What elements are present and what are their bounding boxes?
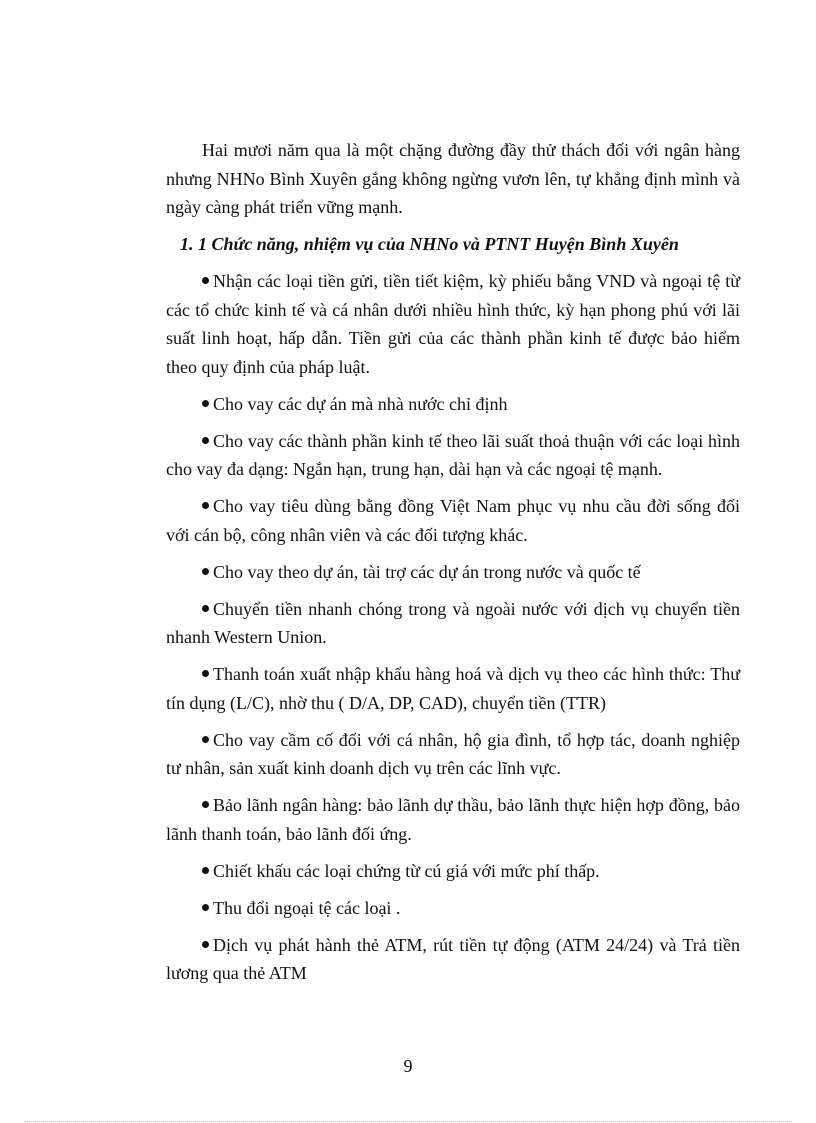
bullet-item xyxy=(166,427,740,484)
bullet-text: Cho vay các thành phần kinh tế theo lãi suất thoả thuận với các loại hình cho vay đa dạng: Ngắn hạn, trung hạn, dài hạn và các ngoại tệ mạnh. xyxy=(166,430,740,479)
bullet-item xyxy=(166,595,740,652)
bullet-text: Cho vay cầm cố đối với cá nhân, hộ gia đình, tổ hợp tác, doanh nghiệp tư nhân, sản xuất kinh doanh dịch vụ trên các lĩnh vực. xyxy=(166,729,740,778)
bullet-item xyxy=(166,857,740,886)
bullet-item xyxy=(166,726,740,783)
bullet-dot-icon xyxy=(202,904,209,911)
bullet-item xyxy=(166,931,740,988)
bullet-item xyxy=(166,267,740,381)
bullet-item xyxy=(166,791,740,848)
bullet-item xyxy=(166,660,740,717)
bullet-item xyxy=(166,558,740,587)
page-bottom-divider xyxy=(24,1121,792,1122)
bullet-text: Thu đổi ngoại tệ các loại . xyxy=(213,897,401,918)
bullet-text: Dịch vụ phát hành thẻ ATM, rút tiền tự động (ATM 24/24) và Trả tiền lương qua thẻ ATM xyxy=(166,934,740,983)
page-number: 9 xyxy=(403,1056,413,1076)
bullet-dot-icon xyxy=(202,568,209,575)
bullet-text: Bảo lãnh ngân hàng: bảo lãnh dự thầu, bảo lãnh thực hiện hợp đồng, bảo lãnh thanh toán, bảo lãnh đối ứng. xyxy=(166,795,740,844)
bullet-text: Cho vay các dự án mà nhà nước chỉ định xyxy=(213,393,508,414)
bullet-dot-icon xyxy=(202,502,209,509)
bullet-text: Cho vay tiêu dùng bằng đồng Việt Nam phục vụ nhu cầu đời sống đối với cán bộ, công nhân viên và các đối tượng khác. xyxy=(166,496,740,545)
bullet-item xyxy=(166,894,740,923)
bullet-dot-icon xyxy=(202,736,209,743)
intro-paragraph: Hai mươi năm qua là một chặng đường đầy thử thách đối với ngân hàng nhưng NHNo Bình Xuyên gắng không ngừng vươn lên, tự khẳng định mình và ngày càng phát triển vững mạnh. xyxy=(166,140,740,217)
bullet-text: Nhận các loại tiền gửi, tiền tiết kiệm, kỳ phiếu bằng VND và ngoại tệ từ các tổ chức kinh tế và cá nhân dưới nhiều hình thức, kỳ hạn phong phú với lãi suất linh hoạt, hấp dẫn. Tiền gửi của các thành phần kinh tế được bảo hiểm theo quy định của pháp luật. xyxy=(166,271,740,377)
bullet-text: Cho vay theo dự án, tài trợ các dự án trong nước và quốc tế xyxy=(213,561,641,582)
bullet-dot-icon xyxy=(202,941,209,948)
bullet-item xyxy=(166,390,740,419)
bullet-text: Chiết khấu các loại chứng từ cú giá với mức phí thấp. xyxy=(213,860,600,881)
bullet-item xyxy=(166,492,740,549)
bullet-dot-icon xyxy=(202,400,209,407)
bullet-dot-icon xyxy=(202,277,209,284)
bullet-dot-icon xyxy=(202,867,209,874)
document-body xyxy=(166,136,740,996)
bullet-dot-icon xyxy=(202,605,209,612)
section-heading: 1. 1 Chức năng, nhiệm vụ của NHNo và PTNT Huyện Bình Xuyên xyxy=(180,234,679,254)
bullet-dot-icon xyxy=(202,670,209,677)
bullet-text: Thanh toán xuất nhập khẩu hàng hoá và dịch vụ theo các hình thức: Thư tín dụng (L/C), nhờ thu ( D/A, DP, CAD), chuyển tiền (TTR) xyxy=(166,664,740,713)
bullet-dot-icon xyxy=(202,437,209,444)
bullet-text: Chuyển tiền nhanh chóng trong và ngoài nước với dịch vụ chuyển tiền nhanh Western Union. xyxy=(166,598,740,647)
bullet-dot-icon xyxy=(202,801,209,808)
